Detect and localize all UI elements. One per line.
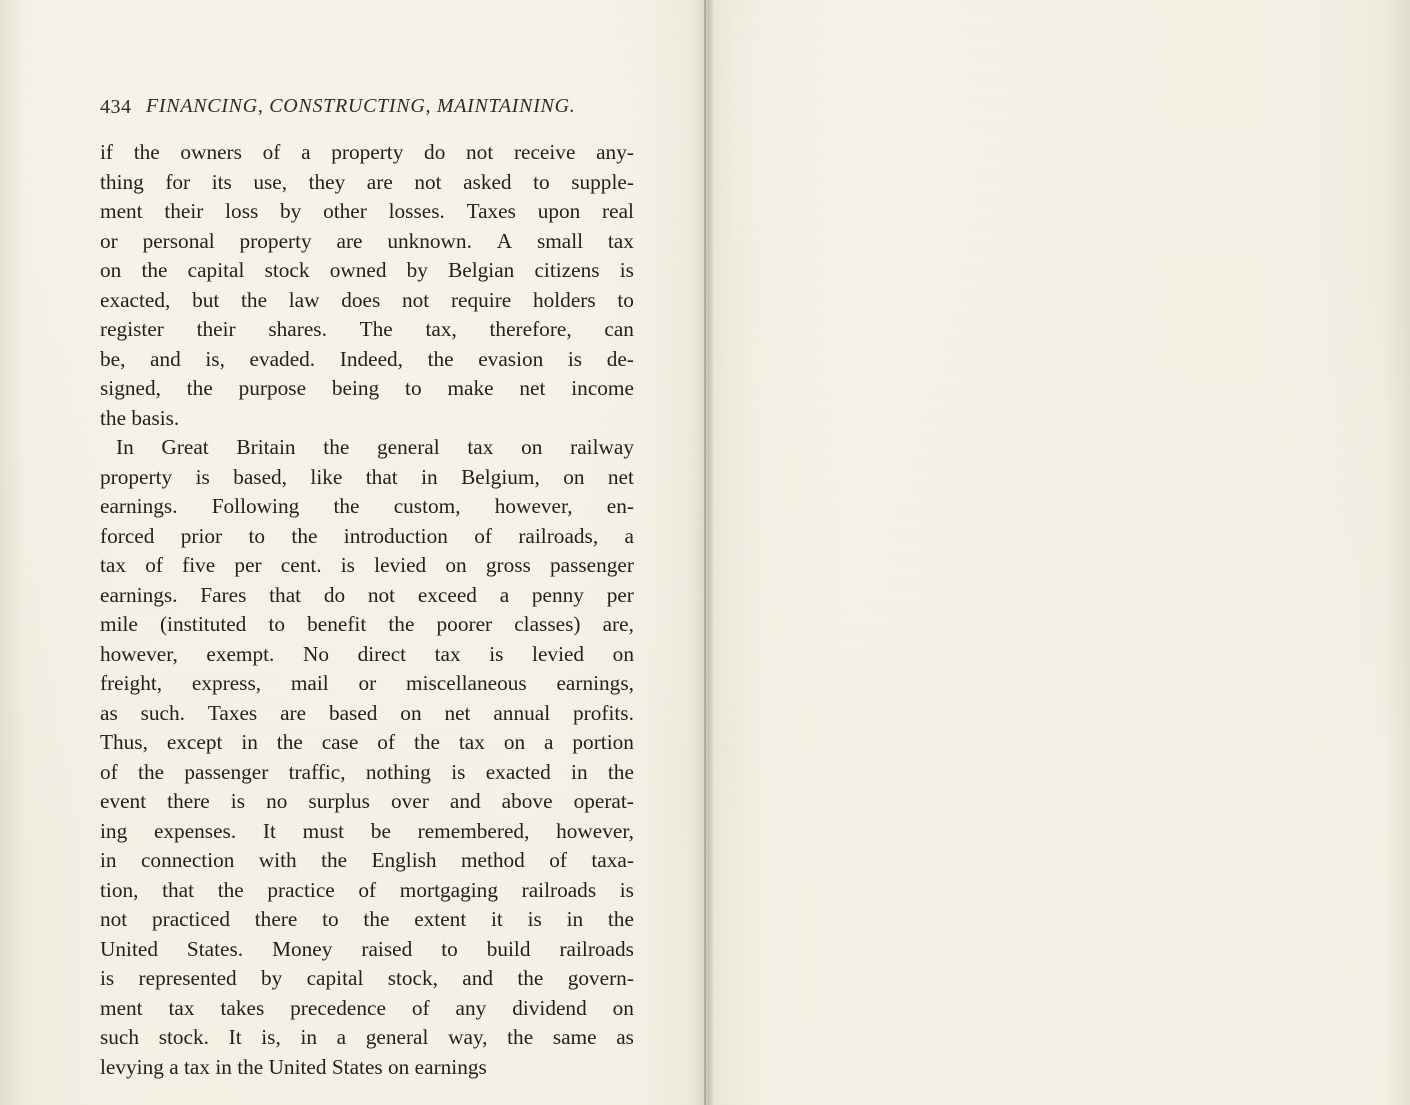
text-line: tion, that the practice of mortgaging railroads is <box>100 877 634 902</box>
text-line: however, exempt. No direct tax is levied on <box>100 641 634 666</box>
left-page-folio: 434 <box>100 96 132 118</box>
paragraph <box>100 138 634 433</box>
text-line: earnings. Following the custom, however, en- <box>100 494 634 518</box>
text-line: in connection with the English method of taxa- <box>100 848 634 872</box>
text-line: not practiced there to the extent it is in the <box>100 907 634 931</box>
text-line: on the capital stock owned by Belgian citizens is <box>100 258 634 282</box>
left-running-head: FINANCING, CONSTRUCTING, MAINTAINING. <box>146 95 576 117</box>
text-line: thing for its use, they are not asked to supple- <box>100 169 634 194</box>
paragraph <box>100 433 634 1082</box>
text-line: exacted, but the law does not require holders to <box>100 287 634 312</box>
text-line: is represented by capital stock, and the govern- <box>100 966 634 990</box>
text-line: Thus, except in the case of the tax on a portion <box>100 730 634 754</box>
text-line: tax of five per cent. is levied on gross passenger <box>100 553 634 577</box>
text-line: event there is no surplus over and above operat- <box>100 789 634 813</box>
right-page <box>705 0 1410 1105</box>
text-line: or personal property are unknown. A small tax <box>100 228 634 253</box>
text-line: as such. Taxes are based on net annual profits. <box>100 700 634 725</box>
text-line: levying a tax in the United States on earnings <box>100 1054 487 1079</box>
text-line: signed, the purpose being to make net income <box>100 376 634 400</box>
text-line: such stock. It is, in a general way, the same as <box>100 1025 634 1049</box>
text-line: In Great Britain the general tax on railway <box>100 435 634 459</box>
text-line: forced prior to the introduction of railroads, a <box>100 523 634 548</box>
text-line: freight, express, mail or miscellaneous earnings, <box>100 671 634 695</box>
text-line: register their shares. The tax, therefore, can <box>100 317 634 341</box>
text-line: property is based, like that in Belgium, on net <box>100 464 634 489</box>
text-line: the basis. <box>100 405 180 430</box>
text-line: mile (instituted to benefit the poorer classes) are, <box>100 612 634 636</box>
text-line: be, and is, evaded. Indeed, the evasion is de- <box>100 346 634 371</box>
text-line: of the passenger traffic, nothing is exacted in the <box>100 759 634 784</box>
text-line: ment their loss by other losses. Taxes upon real <box>100 199 634 223</box>
text-line: United States. Money raised to build railroads <box>100 936 634 961</box>
text-line: earnings. Fares that do not exceed a penny per <box>100 582 634 607</box>
text-line: ment tax takes precedence of any dividend on <box>100 995 634 1020</box>
text-line: if the owners of a property do not receive any- <box>100 140 634 164</box>
text-line: ing expenses. It must be remembered, however, <box>100 818 634 843</box>
left-text-column <box>100 138 634 1082</box>
